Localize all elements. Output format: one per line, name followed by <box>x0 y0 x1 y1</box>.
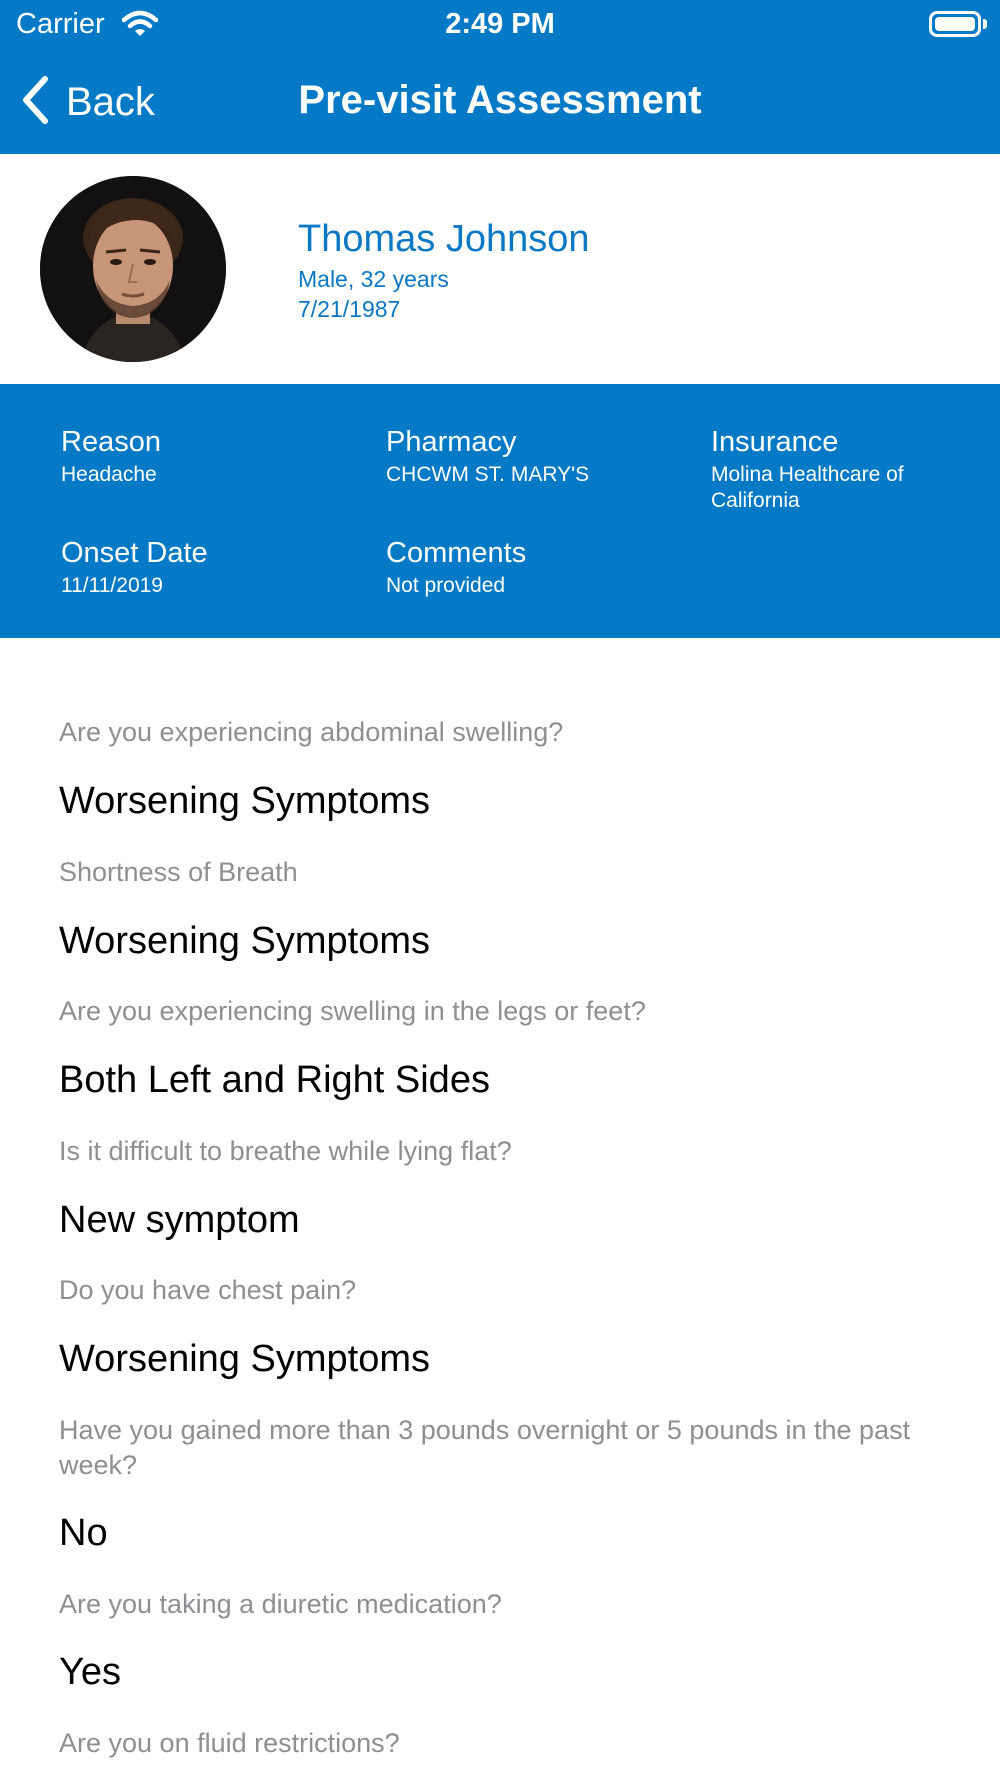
insurance-label: Insurance <box>711 426 839 458</box>
question-label: Is it difficult to breathe while lying flat? <box>59 1136 512 1166</box>
answer-value: New symptom <box>59 1199 300 1241</box>
onset-date-label: Onset Date <box>61 537 208 569</box>
avatar <box>40 176 226 362</box>
question-label: Are you experiencing swelling in the legs or feet? <box>59 996 646 1026</box>
carrier-label: Carrier <box>16 8 105 40</box>
insurance-value-line1: Molina Healthcare of <box>711 463 904 486</box>
question-label: Are you on fluid restrictions? <box>59 1728 400 1758</box>
comments-value: Not provided <box>386 574 506 597</box>
patient-sex-age: Male, 32 years <box>298 266 449 292</box>
battery-icon <box>929 11 981 37</box>
answer-value: Yes <box>59 1651 121 1693</box>
answer-value: Worsening Symptoms <box>59 920 430 962</box>
question-label: Are you experiencing abdominal swelling? <box>59 717 564 747</box>
back-label: Back <box>66 79 155 124</box>
status-time: 2:49 PM <box>445 8 555 40</box>
pharmacy-label: Pharmacy <box>386 426 517 458</box>
onset-date-value: 11/11/2019 <box>61 574 163 597</box>
comments-label: Comments <box>386 537 527 569</box>
answer-value: Worsening Symptoms <box>59 1338 430 1380</box>
insurance-value-line2: California <box>711 489 800 512</box>
patient-profile <box>0 154 1000 384</box>
reason-label: Reason <box>61 426 161 458</box>
patient-dob: 7/21/1987 <box>298 296 401 322</box>
page-title: Pre-visit Assessment <box>298 78 702 122</box>
question-label: Do you have chest pain? <box>59 1275 357 1305</box>
question-label: Are you taking a diuretic medication? <box>59 1589 502 1619</box>
answer-value: Both Left and Right Sides <box>59 1059 490 1101</box>
question-label: Shortness of Breath <box>59 857 298 887</box>
visit-info-panel <box>0 384 1000 638</box>
answer-value: No <box>59 1512 108 1554</box>
question-label: Have you gained more than 3 pounds overnight or 5 pounds in the past week? <box>59 1415 911 1480</box>
nav-header <box>0 0 1000 154</box>
answer-value: Worsening Symptoms <box>59 780 430 822</box>
status-bar <box>0 0 1000 52</box>
pharmacy-value: CHCWM ST. MARY'S <box>386 463 590 486</box>
patient-name: Thomas Johnson <box>298 218 590 260</box>
reason-value: Headache <box>61 463 157 486</box>
battery-tip <box>983 19 987 29</box>
